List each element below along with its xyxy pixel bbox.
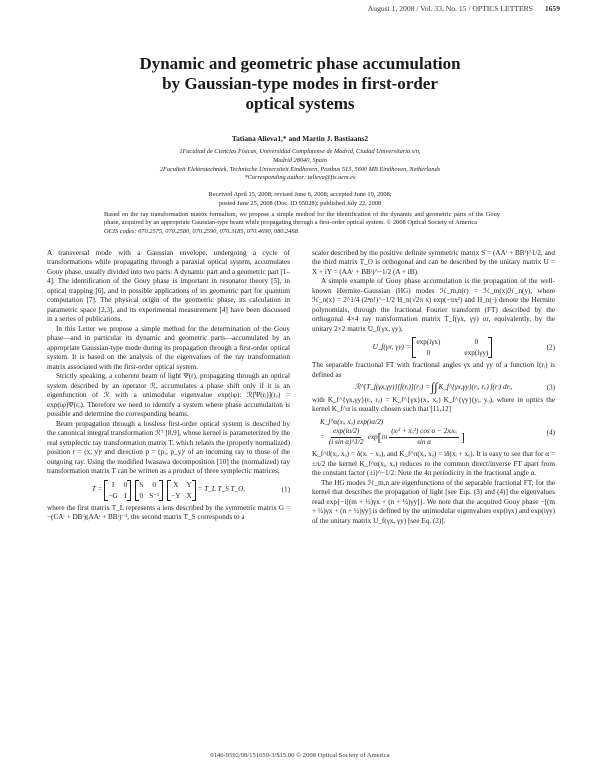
equation-number: (3): [546, 383, 555, 392]
paragraph: with K_f^{γx,γy}(rᵢ, rₒ) = K_f^{γx}(xᵢ, xₒ) K_f^{γy}(yᵢ, yₒ), where in optics the kernel K_f^α is usually chosen such that [11,12]: [312, 395, 555, 414]
running-head-issue: August 1, 2008 / Vol. 33, No. 15 / OPTICS LETTERS: [367, 4, 533, 13]
integral-sign: ∫∫: [430, 380, 438, 395]
matrix-cell: 0: [152, 480, 156, 489]
matrix-cell: 0: [474, 338, 479, 347]
matrix-cell: S: [139, 480, 144, 489]
equation-number: (1): [281, 485, 290, 494]
paragraph: scaler described by the positive definite symmetric matrix S = (AAᵗ + BBᵗ)^1/2, and the third matrix T_O is orthogonal and can be described by the unitary matrix U = X + iY = (AAᵗ + BBᵗ)^−1/2 (A + iB).: [312, 249, 555, 276]
paragraph: K_f^0(xᵢ, xₒ) = δ(xᵢ − xₒ), and K_f^π(xᵢ, xₒ) = iδ(xᵢ + xₒ). It is easy to see that for α = ±π/2 the kernel K_f^α(xᵢ, xₒ) reduces to the common direct/inverse FT apart from the constant factor (±i)^−1/2. Note the 4π periodicity in the fractional angle α.: [312, 450, 555, 478]
equation-number: (4): [546, 427, 555, 436]
affiliation-1-city: Madrid 28040, Spain: [273, 156, 327, 164]
page-number: 1659: [544, 4, 560, 13]
received-dates: [80, 191, 520, 208]
matrix-cell: S⁻¹: [149, 491, 160, 500]
eq3-lhs: ℛ^{T_f(γx,γy)}[f(rᵢ)](rₒ) =: [354, 383, 430, 392]
title-line-3: optical systems: [245, 94, 355, 113]
bracket-open: [: [377, 429, 382, 444]
matrix-cell: I: [124, 491, 127, 500]
received-line-1: Received April 15, 2008; revised June 6, 2008; accepted June 19, 2008;: [208, 191, 392, 198]
unitary-matrix: [412, 337, 492, 358]
paragraph: A simple example of Gouy phase accumulation is the propagation of the well-known Hermite–Gaussian (HG) modes ℋ_m,n(r) = ℋ_m(x)ℋ_n(y), where ℋ_n(x) = 2^1/4 (2ⁿn!)^−1/2 H_n(√2π x) exp(−πx²) and H_n(·) denote the Hermite polynomials, through the fractional Fourier transform (FT) described by the orthogonal 4×4 ray transformation matrix T_f(γx, γy) or, equivalently, by the unitary 2×2 matrix U_f(γx, γy),: [312, 277, 555, 333]
matrix-cell: 0: [426, 349, 431, 358]
matrix-cell: exp(iγx): [416, 338, 441, 347]
affiliation-2: 2Faculteit Elektrotechniek, Technische Universiteit Eindhoven, Postbus 513, 5600 MB Eindhoven, Netherlands: [159, 165, 441, 173]
corresponding-author: *Corresponding author: talieva@fis.ucm.es: [244, 174, 356, 182]
scaler-matrix: [135, 480, 163, 501]
paragraph: Beam propagation through a lossless first-order optical system is described by the canonical integral transformation ℛᵀ [8,9], whose kernel is parameterized by the real symplectic ray transformation matrix T, which relates the (properly normalized) position r = (x, y)ᵗ and direction p = (pₓ, p_y)ᵗ of an incoming ray to those of the outgoing ray. Using the modified Iwasawa decomposition [10] the (normalized) ray transformation matrix T can be written as a product of three symplectic matrices,: [47, 419, 290, 476]
i-pi-factor: iπ: [381, 432, 388, 441]
title-line-2: by Gaussian-type modes in first-order: [162, 74, 438, 93]
abstract: [104, 211, 500, 236]
lens-matrix: [104, 480, 131, 501]
exp-label: exp: [367, 432, 378, 441]
paragraph: where the first matrix T_L represents a lens described by the symmetric matrix G = −(CAᵗ + DBᵗ)(AAᵗ + BBᵗ)⁻¹, the second matrix T_S corresponds to a: [47, 503, 290, 522]
matrix-cell: 0: [123, 480, 128, 489]
author-list: Tatiana Alieva1,* and Martin J. Bastiaans2: [231, 134, 369, 143]
fraction-denominator: sin α: [417, 437, 432, 446]
matrix-cell: X: [173, 480, 179, 489]
eq1-lhs: T =: [91, 485, 103, 494]
ocis-codes: OCIS codes: 070.2575, 070.2580, 070.2590, 070.3185, 070.4690, 080.2468.: [104, 227, 300, 235]
paragraph: In this Letter we propose a simple method for the determination of the Gouy phase—and in particular its dynamic and geometric parts—accumulated by an appropriate Gaussian-type mode during its propagation through a first-order optical system. It is based on the analysis of the eigenvalues of the ray transformation matrix associated with the first-order optical system.: [47, 324, 290, 371]
eq4-rhs: [320, 427, 465, 447]
right-column: [312, 249, 555, 526]
equation-number: (2): [546, 343, 555, 352]
equation-2: [312, 337, 555, 358]
paragraph: The HG modes ℋ_m,n are eigenfunctions of the separable fractional FT; for the kernel that describes the propagation of light [see Eqs. (3) and (4)] the eigenvalues read exp{−i[(m + ½)γx + (n + ½)γy]}. We note that the acquired Gouy phase −[(m + ½)γx + (n + ½)γy] is defined by the unimodular eigenvalues exp(iγx) and exp(iγy) of the unitary matrix U_f(γx, γy) [see Eq. (2)].: [312, 478, 555, 525]
abstract-text: Based on the ray transformation matrix formalism, we propose a simple method for the identification of the dynamic and geometric parts of the Gouy phase, acquired by an appropriate Gaussian-type beam while propagating through a first-order optical system. © 2008 Optical Society of America: [104, 211, 500, 227]
left-column: [47, 249, 290, 523]
matrix-cell: I: [111, 480, 115, 489]
matrix-cell: exp(iγy): [464, 349, 489, 358]
orthogonal-matrix: [167, 480, 195, 501]
eq1-rhs: = T_L T_S T_O,: [197, 485, 246, 494]
matrix-cell: −Y: [171, 491, 181, 500]
fraction-denominator: (i sin α)^1/2: [328, 437, 364, 446]
equation-3: [312, 380, 555, 395]
paragraph: The separable fractional FT with fractional angles γx and γy of a function f(rᵢ) is defined as: [312, 361, 555, 379]
equals-sign: =: [320, 432, 325, 441]
eq2-lhs: U_f(γx, γy) =: [372, 343, 411, 352]
matrix-cell: X: [186, 491, 192, 500]
eq3-rhs: K_f^{γx,γy}(rᵢ, rₒ) f(rᵢ) drᵢ,: [438, 383, 513, 392]
title-line-1: Dynamic and geometric phase accumulation: [139, 54, 461, 73]
bracket-close: ]: [460, 429, 465, 444]
equation-1: [47, 480, 290, 501]
affiliations: [60, 148, 540, 183]
fraction-numerator: (xᵢ² + xₒ²) cos α − 2xᵢxₒ: [389, 427, 459, 437]
eq4-prefactor: [327, 427, 366, 447]
page-footer: 0146-9592/08/151659-3/$15.00 © 2008 Optical Society of America: [210, 752, 390, 759]
matrix-cell: Y: [186, 480, 192, 489]
affiliation-1: 1Facultad de Ciencias Físicas, Universidad Complutense de Madrid, Ciudad Universitaria s/n,: [179, 148, 421, 155]
eq4-lhs: K_f^α(xᵢ, xₒ) exp(iα/2): [320, 417, 384, 426]
paper-title: [60, 54, 540, 114]
eq4-exponent: [389, 427, 459, 447]
received-line-2: posted June 25, 2008 (Doc. ID 95028); published July 22, 2008: [218, 199, 382, 207]
fraction-numerator: exp(iα/2): [331, 427, 361, 437]
paragraph: A transversal mode with a Gaussian envelope, undergoing a cycle of transformations while propagating through a paraxial optical system, accumulates Gouy phase, usually divided into two parts: A dynamic part and a geometric part [1–4]. The identification of the Gouy phase is important in resonator theory [5], in optical trapping [6], and in possible applications of its geometric part for quantum computation [7]. The physical origin of the geometric phase, its calculation in parametric space [2,3], and its experimental measurement [4] have been discussed in a series of publications.: [47, 249, 290, 324]
matrix-cell: 0: [139, 491, 144, 500]
equation-4: [312, 418, 555, 447]
paragraph: Strictly speaking, a coherent beam of light Ψ(r), propagating through an optical system described by an operator ℛ, accumulates a phase shift only if it is an eigenfunction of ℛ with a unimodular eigenvalue exp(iφ): ℛ[Ψ(rᵢ)](rₒ) = exp(iφ)Ψ(rₒ). Therefore we need to identify a system where phase accumulation is possible and determine the corresponding beams.: [47, 372, 290, 419]
running-head: [368, 4, 560, 13]
matrix-cell: −G: [108, 491, 118, 500]
